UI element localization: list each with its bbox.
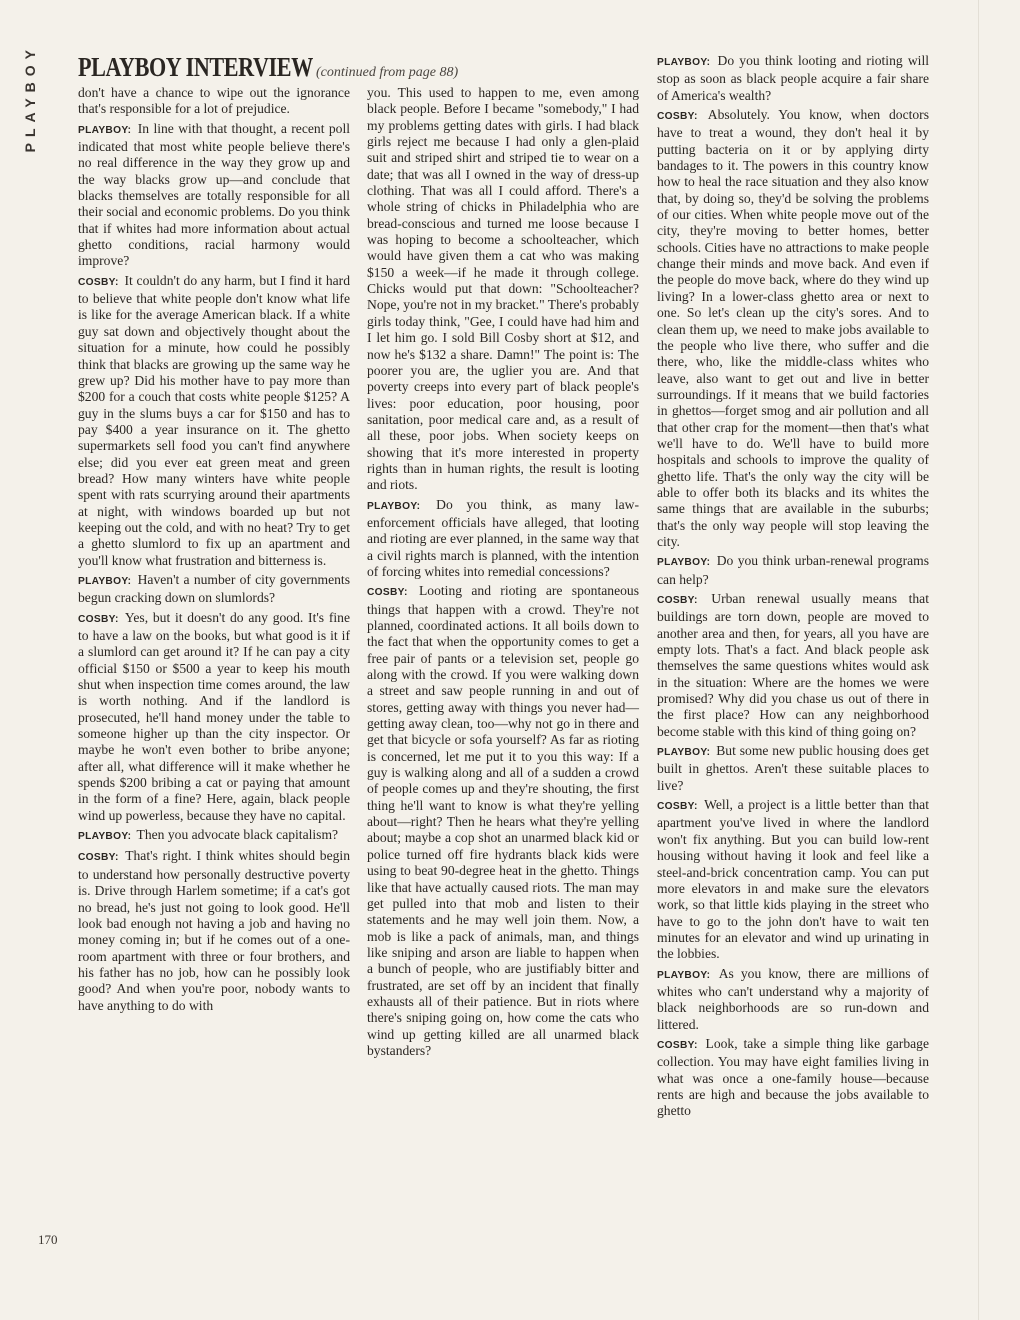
page-number: 170 bbox=[38, 1232, 58, 1247]
paragraph bbox=[657, 591, 929, 740]
paragraph bbox=[367, 497, 639, 581]
paragraph bbox=[657, 53, 929, 104]
paragraph-text: Haven't a number of city governments begun cracking down on slumlords? bbox=[78, 571, 350, 606]
paragraph-text: Looting and rioting are spontaneous things that happen with a crowd. They're not planned, coordinated actions. It all boils down to the fact that when the opportunity comes to get a free pair of pants or a television set, people go along with the crowd. If you were walking down a street and saw people running in and out of stores, getting away with things you never had—getting away clean, too—why not go in there and get that bicycle or sofa yourself? As far as rioting is concerned, let me put it to you this way: If a guy is walking along and all of a sudden a crowd of people comes up and they're shouting, the first thing he'll want to know is what they're yelling about—right? Then he hears what they're yelling about; maybe a cop shot an unarmed black kid or police turned off fire hydrants black kids were using to beat 90-degree heat in the ghetto. Things like that have actually caused riots. The man may get pulled into that mob and listen to their statements and he may well join them. Now, a mob is like a pack of animals, man, and things like sniping and arson are liable to happen when a bunch of people, who are justifiably bitter and frustrated, are set off by an incident that finally exhausts all of their patience. But in riots where there's sniping going on, how come the cats who wind up getting killed are all unarmed black bystanders? bbox=[367, 583, 639, 1058]
paragraph-text: As you know, there are millions of whites who can't understand why a majority of black neighborhoods are so run-down and littered. bbox=[657, 965, 929, 1032]
speaker-label: PLAYBOY: bbox=[657, 557, 711, 569]
paragraph bbox=[657, 743, 929, 794]
speaker-label: COSBY: bbox=[657, 1039, 698, 1051]
speaker-label: COSBY: bbox=[657, 111, 698, 123]
paragraph-text: Urban renewal usually means that buildings are torn down, people are moved to another area and then, for years, all you have are empty lots. That's a fact. And black people ask themselves the same questions whites would ask in the situation: Where are the homes we were promised? Why did you chase us out of there in the first place? How can any neighborhood become stable with this kind of thing going on? bbox=[657, 591, 929, 739]
speaker-label: PLAYBOY: bbox=[657, 747, 711, 759]
paragraph-text: Well, a project is a little better than that apartment you've lived in where the landlord won't fix anything. But you can build low-rent housing without having it look and feel like a steel-and-brick concentration camp. You can put more elevators in and make sure the elevators work, so that little kids playing in the street who have to go to the john don't have to wait ten minutes for an elevator and wind up urinating in the lobbies. bbox=[657, 797, 929, 962]
page-edge bbox=[978, 0, 979, 1320]
paragraph bbox=[78, 273, 350, 569]
paragraph-text: Yes, but it doesn't do any good. It's fine to have a law on the books, but what good is it if a slumlord can get around it? If he can pay a city official $150 or $500 a year to keep his mouth shut when inspection time comes around, the law is worth nothing. And if the landlord is prosecuted, he'll hand money under the table to someone higher up than the city inspector. Or maybe he won't even bother to bribe anyone; after all, what difference will it make whether he spends $200 bribing a cat or paying that amount in the form of a fine? Here, again, black people wind up powerless, because they have no capital. bbox=[78, 609, 350, 823]
speaker-label: PLAYBOY: bbox=[78, 575, 132, 587]
paragraph bbox=[657, 966, 929, 1033]
paragraph bbox=[657, 553, 929, 588]
speaker-label: PLAYBOY: bbox=[657, 57, 711, 68]
paragraph-text: Do you think, as many law-enforcement officials have alleged, that looting and rioting are ever planned, in the same way that a civil rights march is planned, with the intention of forcing whites into remedial concessions? bbox=[367, 496, 639, 579]
page-title: PLAYBOY INTERVIEW bbox=[78, 52, 313, 82]
paragraph-text: don't have a chance to wipe out the ignorance that's responsible for a lot of prejudice. bbox=[78, 85, 350, 117]
paragraph bbox=[657, 107, 929, 550]
paragraph-text: It couldn't do any harm, but I find it hard to believe that white people don't know what life is like for the average American black. If a white guy sat down and objectively thought about the situation for a minute, how could he possibly think that blacks are growing up the same way he grew up? Did his mother have to pay more than $200 for a couch that costs white people $125? A guy in the slums buys a car for $150 and has to pay $400 a year insurance on it. The ghetto supermarkets sell food you can't find anywhere else; did you ever eat green meat and green bread? How many winters have white people spent with rats scurrying around their apartments at night, with windows boarded up but not keeping out the cold, and with no heat? Try to get a ghetto slumlord to fix up an apartment and you'll know what frustration and bitterness is. bbox=[78, 272, 350, 568]
paragraph bbox=[78, 610, 350, 824]
paragraph-text: Absolutely. You know, when doctors have to treat a wound, they don't heal it by putting bacteria on it or by applying dirty bandages to it. The powers in this country know how to heal the race situation and they also know that, by doing so, they'd be solving the problems of our cities. When white people move out of the city, they're moving to better homes, better schools. Cities have no attractions to make people change their minds and move back. And even if the people do move back, where do they wind up living? In a lower-class ghetto area or next to one. So let's clean up the city's sores. And to clean them up, we need to make jobs available to the people who live there, who suffer and die there, who, like the middle-class whites who leave, also want to get out and live in better surroundings. If it means that we build factories in ghettos—forget smog and air pollution and all that other crap for the moment—then that's what we'll have to do. We'll have to build more hospitals and schools to improve the quality of ghetto life. That's the only way the city will be able to offer both its blacks and its whites the same things that are available in the suburbs; that's the only way people will stop leaving the city. bbox=[657, 107, 930, 549]
speaker-label: PLAYBOY: bbox=[78, 124, 132, 136]
paragraph bbox=[78, 827, 350, 845]
paragraph-text: Look, take a simple thing like garbage collection. You may have eight families living in what was once a one-family house—because rents are high and because the jobs available to ghetto bbox=[657, 1035, 929, 1119]
paragraph-text: Do you think urban-renewal programs can help? bbox=[657, 553, 929, 587]
paragraph bbox=[657, 1036, 929, 1120]
paragraph bbox=[78, 121, 350, 270]
paragraph bbox=[367, 85, 639, 494]
speaker-label: COSBY: bbox=[78, 613, 119, 625]
speaker-label: PLAYBOY: bbox=[78, 831, 132, 843]
speaker-label: PLAYBOY: bbox=[367, 500, 421, 512]
speaker-label: COSBY: bbox=[657, 595, 698, 606]
paragraph-text: you. This used to happen to me, even among black people. Before I became "somebody," I had my problems getting dates with girls. I had black girls reject me because I had only a glen-plaid suit and striped shirt and striped tie to wear on a date; that was all I owned in the way of dress-up clothing. That was all I could afford. There's a whole string of chicks in Philadelphia who are bread-conscious and turned me loose because I was hoping to become a schoolteacher, which would have given them a cat who was making $150 a week—if he made it through college. Chicks would put that down: "Schoolteacher? Nope, you're not in my bracket." There's probably girls today think, "Gee, I could have had him and I let him go. I sold Bill Cosby short at $12, and now he's $132 a share. Damn!" The point is: The poorer you are, the uglier you are. And that poverty creeps into every part of black people's lives: poor education, poor housing, poor sanitation, poor medical care and, as a result of all these, poor jobs. When society keeps on showing that it's more interested in property rights than in human rights, the result is looting and riots. bbox=[367, 85, 639, 493]
speaker-label: COSBY: bbox=[657, 801, 698, 813]
paragraph bbox=[367, 583, 639, 1059]
speaker-label: COSBY: bbox=[78, 276, 119, 288]
paragraph-text: In line with that thought, a recent poll indicated that most white people believe there's no real difference in the way they grow up and the way blacks grow up—and conclude that blacks themselves are totally responsible for all their social and economic problems. Do you think that if whites had more information about actual ghetto conditions, racial harmony would improve? bbox=[78, 120, 350, 269]
paragraph bbox=[78, 848, 350, 1013]
paragraph bbox=[657, 797, 929, 962]
paragraph-text: But some new public housing does get built in ghettos. Aren't these suitable places to live? bbox=[657, 743, 929, 793]
text-column-1 bbox=[78, 85, 350, 1017]
paragraph-text: Then you advocate black capitalism? bbox=[136, 827, 339, 843]
paragraph-text: Do you think looting and rioting will stop as soon as black people acquire a fair share of America's wealth? bbox=[657, 53, 929, 103]
magazine-side-label: PLAYBOY bbox=[22, 44, 38, 153]
text-column-2 bbox=[367, 85, 639, 1062]
page-header bbox=[78, 52, 458, 83]
text-column-3 bbox=[657, 53, 929, 1123]
continued-note: (continued from page 88) bbox=[316, 65, 459, 80]
speaker-label: COSBY: bbox=[367, 587, 408, 599]
speaker-label: COSBY: bbox=[78, 852, 119, 864]
paragraph-text: That's right. I think whites should begin to understand how personally destructive poverty is. Drive through Harlem sometime; if a cat's got no bread, he's just not going to look good. He'll look bad enough not having a job and having no money coming in; but if he comes out of a one-room apartment with three or four brothers, and his father has no job, how can he possibly look good? And when you're poor, nobody wants to have anything to do with bbox=[78, 848, 350, 1013]
speaker-label: PLAYBOY: bbox=[657, 969, 711, 981]
paragraph bbox=[78, 572, 350, 607]
paragraph bbox=[78, 85, 350, 118]
